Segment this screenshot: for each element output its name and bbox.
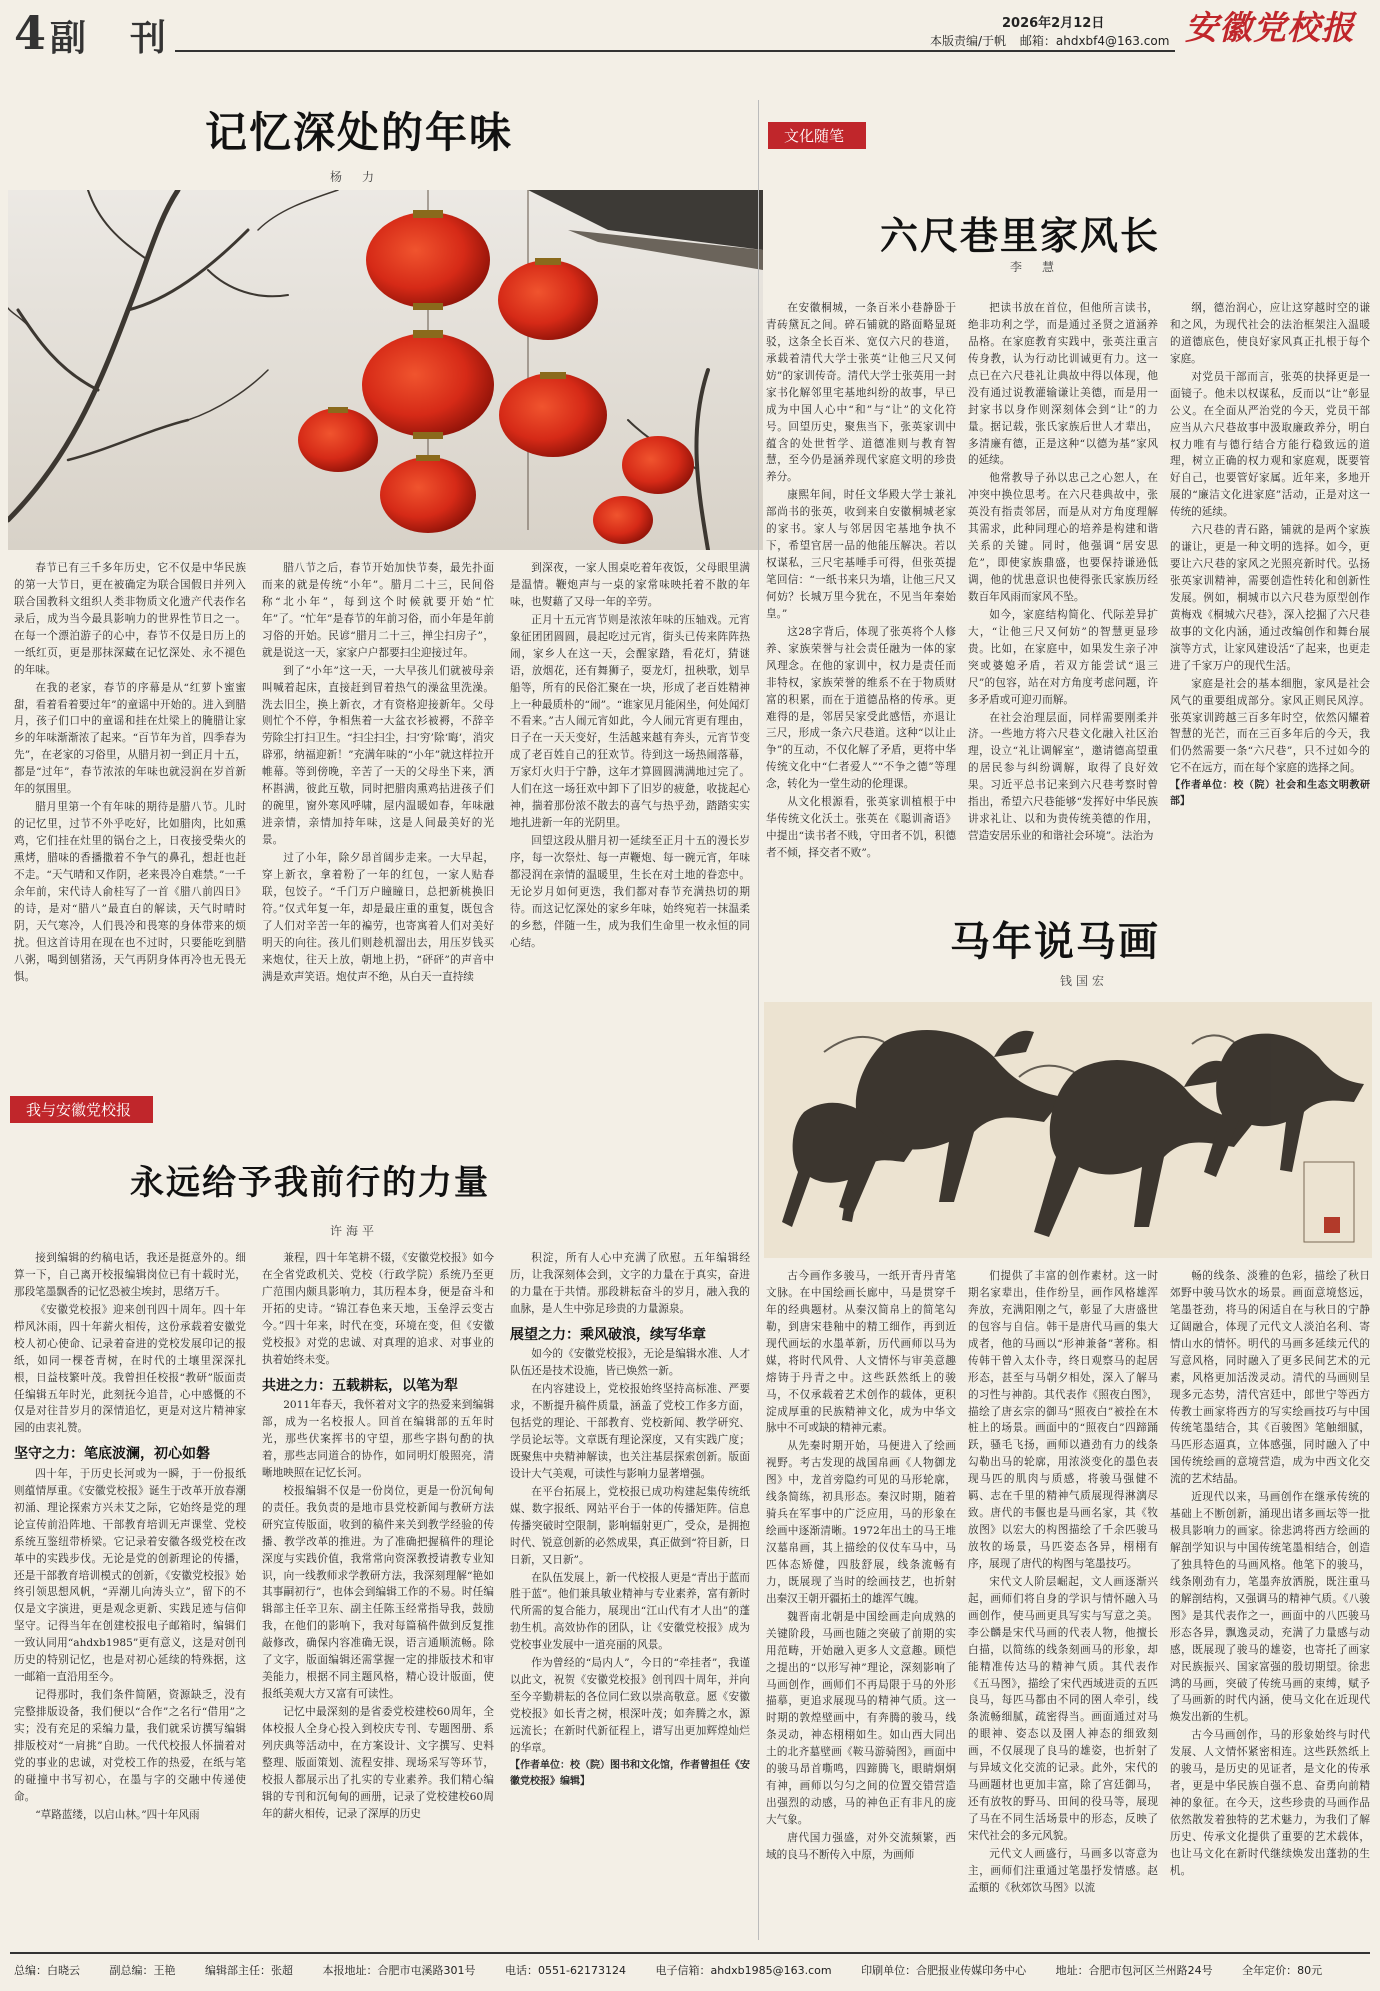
paragraph: 积淀，所有人心中充满了欣慰。五年编辑经历，让我深刻体会到，文字的力量在于真实，奋进的力量在于共情。那段耕耘奋斗的岁月，融入我的血脉，是人生中弥足珍贵的力量源泉。	[510, 1252, 750, 1315]
paragraph: 《安徽党校报》迎来创刊四十周年。四十年栉风沐雨，四十年薪火相传，这份承载着安徽党校人初心使命、记录着奋进的党校发展印记的报纸，如同一棵苍青树，在时代的土壤里深深扎根，日益枝繁叶茂。我曾担任校报“教研”版面责任编辑五年时光，此刻抚今追昔，心中感慨的不仅是对往昔岁月的深情追忆，更是对这片精神家园的由衷礼赞。	[14, 1303, 246, 1435]
article3-column-2	[968, 300, 1158, 920]
page-editor: 本版责编/于帆	[930, 34, 1007, 48]
paragraph: 纲，德治润心，应让这穿越时空的谦和之风，为现代社会的法治框架注入温暖的道德底色，使良好家风真正扎根于每个家庭。	[1170, 302, 1370, 365]
subheading: 展望之力：乘风破浪，续写华章	[510, 1326, 706, 1343]
article4-column-1	[766, 1268, 956, 1940]
article3-title: 六尺巷里家风长	[880, 213, 1161, 258]
paragraph: 魏晋南北朝是中国绘画走向成熟的关键阶段，马画也随之突破了前期的实用范畴，开始融入更多人文意趣。顾恺之提出的“以形写神”理论，深刻影响了马画创作，画师们不再局限于马的外形描摹，更追求展现马的精神气质。这一时期的敦煌壁画中，有奔腾的骏马，线条灵动，神态栩栩如生。如山西大同出土的北齐墓壁画《鞍马游骑图》，画面中的骏马昂首嘶鸣，四蹄腾飞，眼睛炯炯有神，画师以匀匀之间的位置交错营造出强烈的动感，马的神色正有非凡的庞大气象。	[766, 1610, 956, 1826]
paragraph: 对党员干部而言，张英的抉择更是一面镜子。他未以权谋私，反而以“让”彰显公义。在全面从严治党的今天，党员干部应当从六尺巷故事中汲取廉政养分，明白权力唯有与德行结合方能行稳致远的道理，树立正确的权力观和家庭观，既要管好自己，也要管好家属。近年来，多地开展的“廉洁文化进家庭”活动，正是对这一传统的延续。	[1170, 370, 1370, 519]
article1-title: 记忆深处的年味	[205, 108, 514, 157]
page-number: 4	[14, 6, 47, 60]
page-header	[0, 0, 1380, 64]
masthead-logo: 安徽党校报	[1185, 8, 1355, 47]
article2-column-3	[510, 1250, 750, 1940]
paragraph: 过了小年，除夕昂首阔步走来。一大早起，穿上新衣，拿着粉了一年的红包，一家人贴春联，包饺子。“千门万户瞳瞳日，总把新桃换旧符。”仅式年复一年，却是最庄重的重复，既包含了人们对辛苦一年的褊劳，也寄寓着人们对美好明天的向往。孩儿们则趁机溜出去，用压岁钱买来炮仗，往天上放，朝地上扔，“砰砰”的声音中满是欢声笑语。炮仗声不绝，从白天一直持续	[262, 851, 494, 983]
footer-price: 全年定价：80元	[1242, 1964, 1323, 1977]
paragraph: 记忆中最深刻的是省委党校建校60周年，全体校报人全身心投入到校庆专刊、专题图册、系列庆典等活动中，在方案设计、文字撰写、史料整理、版面策划、流程安排、现场采写等环节，校报人都展示出了扎实的专业素养。我们精心编辑的专刊和沉甸甸的画册，记录了党校建校60周年的薪火相传，记录了深厚的历史	[262, 1706, 494, 1820]
article2-column-2	[262, 1250, 494, 1940]
horses-painting	[764, 1002, 1372, 1258]
article3-column-1	[766, 300, 956, 920]
article4-column-3	[1170, 1268, 1370, 1940]
article1-column-1	[14, 560, 246, 1160]
paragraph: 家庭是社会的基本细胞，家风是社会风气的重要组成部分。家风正则民风淳。张英家训跨越三百多年时空，依然闪耀着智慧的光芒，而在三百多年后的今天，我们仍然需要一条“六尺巷”，只不过如今的它不在远方，而在每个家庭的选择之间。	[1170, 677, 1370, 775]
article4-author: 钱国宏	[1060, 974, 1109, 988]
paragraph: 古今马画创作，马的形象始终与时代发展、人文情怀紧密相连。这些跃然纸上的骏马，是历史的见证者，是文化的传承者，更是中华民族自强不息、奋勇向前精神的象征。在今天，这些珍贵的马画作品依然散发着独特的艺术魅力，为我们了解历史、传承文化提供了重要的艺术载体，也让马文化在新时代继续焕发出蓬勃的生机。	[1170, 1729, 1370, 1877]
paragraph: 元代文人画盛行，马画多以寄意为主，画师们注重通过笔墨抒发情感。赵孟頫的《秋郊饮马图》以流	[968, 1847, 1158, 1894]
paragraph: 2011年春天，我怀着对文字的热爱来到编辑部，成为一名校报人。回首在编辑部的五年时光，那些伏案挥书的守望，那些字斟句酌的执着，那些志同道合的协作，如同明灯般照亮，清晰地映照在记忆长河。	[262, 1399, 494, 1479]
article3-column-3	[1170, 300, 1370, 920]
paragraph: 作为曾经的“局内人”，今日的“牵挂者”，我谨以此文，祝贺《安徽党校报》创刊四十周年，并向至今辛勤耕耘的各位同仁致以崇高敬意。愿《安徽党校报》如长青之树，根深叶茂；如奔腾之水，源远流长；在新时代新征程上，谱写出更加辉煌灿烂的华章。	[510, 1657, 750, 1754]
paragraph: 在我的老家，春节的序幕是从“红萝卜蜜蜜甜，看着看着要过年”的童谣中开始的。进入到腊月，孩子们口中的童谣和挂在灶梁上的腌腊让家乡的年味渐渐浓了起来。“百节年为首，四季春为先”，在老家的习俗里，从腊月初一到正月十五，都是“过年”，春节浓浓的年味也就浸润在岁首新年的氛围里。	[14, 681, 246, 796]
article2-title: 永远给予我前行的力量	[130, 1163, 490, 1203]
paragraph: 如今，家庭结构简化、代际差异扩大，“让他三尺又何妨”的智慧更显珍贵。比如，在家庭中，如果发生亲子冲突或婆媳矛盾，若双方能尝试“退三尺”的包容，站在对方角度考虑问题，许多矛盾或可迎刃而解。	[968, 608, 1158, 706]
paragraph: 畅的线条、淡雅的色彩，描绘了秋日郊野中骏马饮水的场景。画面意境悠远，笔墨苍劲，将马的闲适自在与秋日的宁静辽阔融合，体现了元代文人淡泊名利、寄情山水的情怀。明代的马画多延续元代的写意风格，同时融入了更多民间艺术的元素，风格更加活泼灵动。清代的马画则呈现多元态势，清代宫廷中，郎世宁等西方传教士画家将西方的写实绘画技巧与中国传统笔墨结合，其《百骏图》笔触细腻，马匹形态逼真，立体感强，同时融入了中国传统绘画的意境营造，成为中西文化交流的艺术结晶。	[1170, 1270, 1370, 1486]
paragraph: “草路蓝缕，以启山林。”四十年风雨	[35, 1808, 200, 1821]
article1-column-3	[510, 560, 750, 1160]
author-note: 【作者单位：校（院）图书和文化馆，作者曾担任《安徽党校报》编辑】	[510, 1759, 750, 1787]
paragraph: 宋代文人阶层崛起，文人画逐渐兴起，画师们将自身的学识与情怀融入马画创作，使马画更具写实与写意之美。李公麟是宋代马画的代表人物，他擅长白描，以简练的线条刻画马的形象，却能精准传达马的精神气质。其代表作《五马图》，描绘了宋代西域进贡的五匹良马，每匹马都由不同的圉人牵引，线条流畅细腻，疏密得当。画面通过对马的眼神、姿态以及圉人神态的细致刻画，不仅展现了良马的雄姿，也折射了与异域文化交流的记录。此外，宋代的马画题材也更加丰富，除了宫廷御马，还有放牧的野马、田间的役马等，展现了马在不同生活场景中的形态，反映了宋代社会的多元风貌。	[968, 1575, 1158, 1842]
paragraph: 古今画作多骏马，一纸开青丹青笔文脉。在中国绘画长廊中，马是贯穿千年的经典题材。从秦汉简帛上的简笔勾勒，到唐宋巷釉中的精工细作，再到近现代画坛的水墨革新，历代画师以马为媒，将时代风骨、人文情怀与审美意趣熔铸于丹青之中。这些跃然纸上的骏马，不仅承载着艺术创作的载体，更积淀成厚重的民族精神文化，成为中华文脉中不可或缺的精神元素。	[766, 1270, 956, 1435]
paragraph: 春节已有三千多年历史，它不仅是中华民族的第一大节日，更在被确定为联合国假日并列入联合国教科文组织人类非物质文化遗产代表作名录后，成为当今最具影响力的世界性节日之一。在每一个漂泊游子的心中，春节不仅是日历上的一纸红页，更是那抹深藏在记忆深处、永不褪色的年味。	[14, 562, 246, 676]
issue-date: 2026年2月12日	[1002, 16, 1105, 31]
article2-column-1	[14, 1250, 246, 1940]
article2-author: 许海平	[330, 1224, 379, 1238]
paragraph: 兼程，四十年笔耕不辍，《安徽党校报》如今在全省党政机关、党校（行政学院）系统乃至更广范围内颇具影响力，其历程本身，便是奋斗和开拓的史诗。“锦江春色来天地，玉垒浮云变古今。”四十年来，时代在变，环境在变，但《安徽党校报》对党的忠诚、对真理的追求、对事业的执着始终未变。	[262, 1252, 494, 1366]
article2-section-tag: 我与安徽党校报	[10, 1096, 153, 1123]
column-divider	[758, 100, 759, 1940]
paragraph: 接到编辑的约稿电话，我还是挺意外的。细算一下，自己离开校报编辑岗位已有十载时光，那段笔墨飘香的记忆恐被尘埃封，思绪万千。	[14, 1252, 246, 1298]
footer-printer-address: 地址：合肥市包河区兰州路24号	[1055, 1964, 1213, 1977]
paragraph: 正月十五元宵节则是浓浓年味的压轴戏。元宵象征团团圆圆，晨起吃过元宵，街头已传来阵阵热闹，家乡人在这一天，会醒家踏，看花灯，猜谜语，放烟花，还有舞狮子，耍龙灯，扭秧歌，划旱船等，所有的民俗汇聚在一块，形成了老百姓精神上一种最质朴的“闹”。“谁家见月能闲坐，何处闻灯不看来。”古人闹元宵如此，今人闹元宵更有理由，日子在一天天变好，生活越来越有奔头，元宵节变成了老百姓自己的狂欢节。待到这一场热闹落幕，万家灯火归于宁静，这年才算圆圆满满地过完了。人们在这一场狂欢中卸下了旧岁的疲惫，收拢起心神，揣着那份浓不散去的喜气与热乎劲，踏踏实实地扎进新一年的光阴里。	[510, 613, 750, 830]
paragraph: 从先秦时期开始，马便进入了绘画视野。考古发现的战国帛画《人物御龙图》中，龙首旁隐约可见的马形轮廓，线条简练，初具形态。秦汉时期，随着骑兵在军事中的广泛应用，马的形象在绘画中逐渐清晰。1972年出土的马王堆汉墓帛画，其上描绘的仪仗车马中，马匹体态矫健，四肢舒展，线条流畅有力，既展现了当时的绘画技艺，也折射出秦汉王朝开疆拓土的雄浑气魄。	[766, 1440, 956, 1605]
paragraph: 在社会治理层面，同样需要刚柔并济。一些地方将六尺巷文化融入社区治理，设立“礼让调解室”，邀请德高望重的居民参与纠纷调解，取得了良好效果。习近平总书记来到六尺巷考察时曾指出，希望六尺巷能够“发挥好中华民族讲求礼让、以和为贵传统美德的作用，营造安居乐业的和谐社会环境”。法治为	[968, 711, 1158, 843]
article1-author: 杨 力	[330, 170, 379, 184]
subheading: 共进之力：五载耕耘，以笔为犁	[262, 1377, 458, 1394]
section-name: 副 刊	[50, 17, 171, 59]
paragraph: 腊八节之后，春节开始加快节奏，最先扑面而来的就是传统“小年”。腊月二十三，民间俗称“北小年”，每到这个时候就要开始“忙年”了。“忙年”是春节的年前习俗，而小年是年前习俗的开始。民谚“腊月二十三，掸尘扫房子”，就是说这一天，家家户户都要扫尘迎接过年。	[262, 562, 494, 659]
article1-column-2	[262, 560, 494, 1160]
paragraph: 他常教导子孙以忠己之心恕人，在冲突中换位思考。在六尺巷典故中，张英没有指责邻居，而是从对方角度理解其需求，此种同理心的培养是构建和谐关系的关键。同时，他强调“居安思危”，即使家族鼎盛，也要保持谦逊低调，他的忧患意识也使得张氏家族历经数百年风雨而家风不坠。	[968, 472, 1158, 603]
lanterns-photo	[8, 190, 763, 550]
paragraph: 把读书放在首位，但他所言读书，绝非功利之学，而是通过圣贤之道涵养品格。在家庭教育实践中，张英注重言传身教，认为行动比训诫更有力。这一点已在六尺巷礼让典故中得以体现，他没有通过说教灌输谦让美德，而是用一封家书以身作则深刻体会到“让”的力量。据记载，张氏家族后世人才辈出，多清廉有德，正是这种“以德为基”家风的延续。	[968, 302, 1158, 467]
footer-deputy-editor: 副总编：王艳	[109, 1964, 176, 1977]
footer-rule	[10, 1952, 1370, 1954]
paragraph: 六尺巷的青石路，铺就的是两个家族的谦让，更是一种文明的选择。如今，更要让六尺巷的家风之光照亮新时代。弘扬张英家训精神，需要创造性转化和创新性发展。例如，桐城市以六尺巷为原型创作黄梅戏《桐城六尺巷》，深入挖掘了六尺巷故事的文化内涵，通过改编创作和舞台展演等方式，让家风建设活“了起来，也更走进了千家万户的现代生活。	[1170, 524, 1370, 672]
footer-chief-editor: 总编：白晓云	[14, 1964, 80, 1977]
article4-column-2	[968, 1268, 1158, 1940]
paragraph: 们提供了丰富的创作素材。这一时期名家辈出，佳作纷呈，画作风格雄浑奔放，充满阳刚之气，彰显了大唐盛世的包容与自信。韩干是唐代马画的集大成者，他的马画以“形神兼备”著称。相传韩干曾入太仆寺，终日观察马的起居形态，甚至与马朝夕相处，深入了解马的习性与神韵。其代表作《照夜白图》，描绘了唐玄宗的御马“照夜白”被拴在木桩上的场景。画面中的“照夜白”四蹄踊跃，骚毛飞扬，画师以遒劲有力的线条勾勒出马的轮廓，用浓淡变化的墨色表现马匹的肌肉与质感，将骏马强健不羁、志在千里的精神气质展现得淋漓尽致。唐代的韦偃也是马画名家，其《牧放图》以宏大的构图描绘了千余匹骏马放牧的场景，马匹姿态各异，栩栩有序，展现了唐代的构图与笔墨技巧。	[968, 1270, 1158, 1570]
author-note: 【作者单位：校（院）社会和生态文明教研部】	[1170, 780, 1370, 808]
footer-printer: 印刷单位：合肥报业传媒印务中心	[861, 1964, 1027, 1977]
paragraph: 在队伍发展上，新一代校报人更是“青出于蓝而胜于蓝”。他们兼具敏业精神与专业素养，富有新时代所需的复合能力，展现出“江山代有才人出”的蓬勃生机。高效协作的团队，让《安徽党校报》成为党校事业发展中一道亮丽的风景。	[510, 1571, 750, 1652]
paragraph: 唐代国力强盛，对外交流频繁，西域的良马不断传入中原，为画师	[766, 1831, 956, 1861]
article3-author: 李 慧	[1010, 260, 1059, 274]
paragraph: 康熙年间，时任文华殿大学士兼礼部尚书的张英，收到来自安徽桐城老家的家书。家人与邻居因宅基地争执不下，希望官居一品的他能压解决。若以权谋私，三尺宅基唾手可得，但张英提笔回信：“一纸书来只为墙，让他三尺又何妨？长城万里今犹在，不见当年秦始皇。”	[766, 489, 956, 620]
article3-section-tag: 文化随笔	[768, 122, 866, 149]
paragraph: 在内容建设上，党校报始终坚持高标准、严要求，不断提升稿件质量，涵盖了党校工作多方面，包括党的理论、干部教育、党校新闻、教学研究、学员论坛等。文章既有理论深度，又有实践广度；既聚焦中央精神解读，也关注基层探索创新。版面设计大气美观，可读性与影响力显著增强。	[510, 1383, 750, 1480]
paragraph: 在平台拓展上，党校报已成功构建起集传统纸媒、数字报纸、网站平台于一体的传播矩阵。信息传播突破时空限制，影响辐射更广，受众，是拥抱时代、锐意创新的必然成果，真正做到“符目新，日日新，又日新”。	[510, 1485, 750, 1566]
paragraph: 记得那时，我们条件简陋，资源缺乏，没有完整排版设备，我们便以“合作”之名行“借用”之实；没有充足的采编力量，我们就采访撰写编辑排版校对“一肩挑”自助。一代代校报人怀揣着对党的事业的忠诚，对党校工作的热爱，在纸与笔的碰撞中书写初心，在墨与字的交融中传递使命。	[14, 1689, 246, 1803]
footer-address: 本报地址：合肥市屯溪路301号	[322, 1964, 476, 1977]
paragraph: 如今的《安徽党校报》，无论是编辑水准、人才队伍还是技术设施，皆已焕然一新。	[510, 1348, 750, 1378]
paragraph: 从文化根源看，张英家训植根于中华传统文化沃土。张英在《聪训斋语》中提出“读书者不贱，守田者不饥，积德者不倾，择交者不败”。	[766, 796, 956, 859]
paragraph: 腊月里第一个有年味的期待是腊八节。儿时的记忆里，过节不外乎吃好，比如腊肉，比如熏鸡，它们挂在灶里的锅台之上，日夜接受柴火的熏烤，腊味的香播撒着不争气的鼻孔，想赶也赶不走。“天气晴和又作阴，老来畏冷自难禁。”一千余年前，宋代诗人俞桂写了一首《腊八前四日》的诗，是对“腊八”最直白的解读，天气时晴时阴，天气寒冷，人们畏冷和畏寒的身体带来的烦扰。但这首诗用在现在也不过时，只要能吃到腊八粥，喝到刨猪汤，天气再阴身体再冷也无畏无惧。	[14, 801, 246, 983]
paragraph: 近现代以来，马画创作在继承传统的基础上不断创新，涌现出诸多画坛等一批极具影响力的画家。徐悲鸿将西方绘画的解剖学知识与中国传统笔墨相结合，创造了独具特色的马画风格。他笔下的骏马，线条刚劲有力，笔墨奔放洒脱，既注重马的解剖结构，又强调马的精神气质。《八骏图》是其代表作之一，画面中的八匹骏马形态各异，飘逸灵动，充满了力量感与动感，既展现了骏马的雄姿，也寄托了画家对民族振兴、国家富强的殷切期望。徐悲鸿的马画，突破了传统马画的束缚，赋予了马画新的时代内涵，使马文化在近现代焕发出新的生机。	[1170, 1491, 1370, 1724]
footer-phone: 电话：0551-62173124	[505, 1964, 626, 1977]
paragraph: 到深夜，一家人围桌吃着年夜饭，父母眼里满是温情。鞭炮声与一桌的家常味映托着不散的年味，也熨藉了又母一年的辛劳。	[510, 562, 750, 608]
footer-dept-head: 编辑部主任：张超	[205, 1964, 293, 1977]
page-footer	[14, 1962, 1370, 1978]
footer-email: 电子信箱：ahdxb1985@163.com	[655, 1964, 832, 1977]
page-email: 邮箱：ahdxbf4@163.com	[1019, 34, 1170, 48]
header-rule	[175, 50, 1175, 52]
paragraph: 到了“小年”这一天，一大早孩儿们就被母亲叫喊着起床，直接赶到冒着热气的澡盆里洗澡。洗去旧尘，换上新衣，才有资格迎接新年。父母则忙个不停，争相焦着一大盆衣衫被褥，不辞辛劳除尘打扫卫生。“扫尘扫尘，扫‘穷’除‘晦’，消灾辟邪，纳福迎新！”充满年味的“小年”就这样拉开帷幕。等到傍晚，辛苦了一天的父母坐下来，洒杯斟满，彼此互敬，同时把腊肉熏鸡拈进孩子们的碗里，窗外寒风呼啸，屋内温暖如春，年味融进亲情，亲情加持年味，这是人间最美好的光景。	[262, 664, 494, 846]
paragraph: 回望这段从腊月初一延续至正月十五的漫长岁序，每一次祭灶、每一声鞭炮、每一碗元宵，年味都浸润在亲情的温暖里，生长在对土地的眷恋中。无论岁月如何更迭，我们都对春节充满热切的期待。而这记忆深处的家乡年味，始终宛若一抹温柔的乡愁，伴随一生，成为我们生命里一枚永恒的同心结。	[510, 835, 750, 949]
paragraph: 四十年，于历史长河或为一瞬，于一份报纸则蕴情厚重。《安徽党校报》诞生于改革开放春潮初涌、理论探索方兴未艾之际，它始终是党的理论宣传前沿阵地、干部教育培训无声课堂、党校系统互鉴纽带桥梁。它记录着安徽各级党校在改革中的实践步伐。无论是党的创新理论的传播，还是干部教育培训模式的创新，《安徽党校报》始终引领思想风帆，“弄潮儿向涛头立”，留下的不仅是文字演进，更是观念更新、实践足迹与信仰坚守。记得当年在创建校报电子邮箱时，编辑们一致认同用“ahdxb1985”更有意义，这是对创刊历史的特别记忆，也是对初心延续的特殊据，这一邮箱一直沿用至今。	[14, 1467, 246, 1684]
article4-title: 马年说马画	[950, 918, 1160, 965]
paragraph: 这28字背后，体现了张英将个人修养、家族荣誉与社会责任融为一体的家风理念。在他的家训中，权力是责任而非特权，家族荣誉的维系不在于物质财富的积累，而在于道德品格的传承。更难得的是，邻居吴家受此感悟，亦退让三尺，形成一条六尺巷道。这种“以让止争”的互动，不仅化解了矛盾，更将中华传统文化中“仁者爱人”“不争之德”等理念，转化为一堂生动的伦理课。	[766, 625, 956, 791]
paragraph: 校报编辑不仅是一份岗位，更是一份沉甸甸的责任。我负责的是地市县党校新闻与教研方法研究宣传版面，收到的稿件来关到教学经验的传播、教学改革的推进。为了准确把握稿件的理论深度与实践价值，我常常向资深教授请教专业知识，向一线教师求学教研方法，我深刻理解“艳如其事嗣初行”，也体会到编辑工作的不易。时任编辑部主任辛卫东、副主任陈玉经常指导我，鼓励我，在他们的影响下，我对每篇稿件做到反复推敲修改，确保内容准确无误，语言通顺流畅。除了文字，版面编辑还需掌握一定的排版技术和审美能力，根据不同主题风格，精心设计版面，使报纸美观大方又富有可读性。	[262, 1484, 494, 1701]
subheading: 坚守之力：笔底波澜，初心如磐	[14, 1446, 210, 1463]
paragraph: 在安徽桐城，一条百米小巷静卧于青砖黛瓦之间。碎石铺就的路面略显斑驳，这条全长百米、宽仅六尺的巷道，承载着清代大学士张英“让他三尺又何妨”的家训传奇。清代大学士张英用一封家书化解邻里宅基地纠纷的故事，早已成为中国人心中“和”与“让”的文化符号。回望历史，聚焦当下，张英家训中蕴含的处世哲学、道德准则与教育智慧，至今仍是涵养现代家庭文明的珍贵养分。	[766, 302, 956, 484]
